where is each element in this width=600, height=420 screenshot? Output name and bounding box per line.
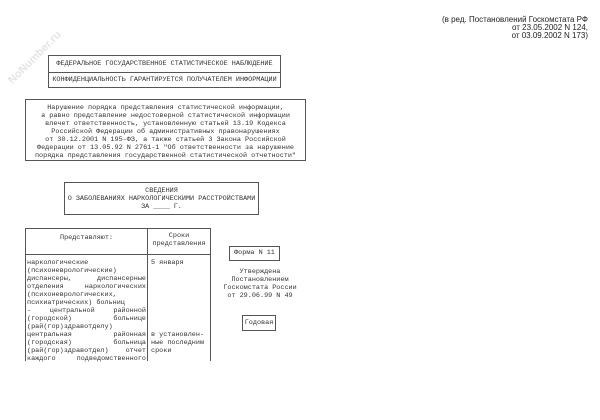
title-line-3: ЗА ____ Г.: [141, 203, 182, 211]
submission-table: [25, 228, 211, 361]
cell-line: центральная районная: [27, 331, 146, 339]
revision-note: [442, 16, 588, 40]
table-header-submitters: Представляют:: [59, 234, 114, 242]
cell-line: - центральной районной: [27, 307, 146, 315]
header-line-1: ФЕДЕРАЛЬНОЕ ГОСУДАРСТВЕННОЕ СТАТИСТИЧЕСКОЕ НАБЛЮДЕНИЕ: [49, 56, 280, 73]
approval-line: Утверждена: [239, 268, 281, 276]
period-badge: Годовая: [242, 315, 276, 331]
approval-note: [210, 268, 310, 300]
cell-line: ные последним: [151, 339, 205, 347]
notice-line: Российской Федерации об административных правонарушениях: [51, 128, 280, 136]
cell-line: каждого подведомственного: [27, 355, 146, 363]
notice-line: влечет ответственность, установленную статьей 13.19 Кодекса: [45, 120, 286, 128]
revision-line: от 23.05.2002 N 124,: [512, 23, 588, 32]
header-line: Сроки: [168, 232, 190, 240]
notice-line: от 30.12.2001 N 195-ФЗ, а также статьей 3 Закона Российской: [45, 136, 286, 144]
cell-line: (городская) больница: [27, 339, 146, 347]
form-number: Форма N 11: [229, 246, 280, 261]
cell-line: психиатрических) больниц: [27, 299, 125, 307]
notice-line: порядка представления государственной статистической отчетности": [34, 152, 297, 160]
watermark: NoNumber.ru: [6, 28, 64, 87]
revision-line: от 03.09.2002 N 173): [511, 31, 588, 40]
table-row-1-submitters: [27, 259, 146, 363]
cell-line: (городской) больнице: [27, 315, 146, 323]
cell-line: сроки: [151, 347, 172, 355]
cell-line: диспансеры, диспансерные: [27, 275, 146, 283]
title-line-2: О ЗАБОЛЕВАНИЯХ НАРКОЛОГИЧЕСКИМИ РАССТРОЙСТВАМИ: [67, 195, 256, 203]
table-row-2-deadline: [151, 331, 204, 355]
notice-line: Федерации от 13.05.92 N 2761-1 "Об ответственности за нарушение: [37, 144, 294, 152]
cell-line: (психоневрологических,: [27, 291, 117, 299]
cell-line: (рай(гор)здравотделу): [27, 323, 113, 331]
table-row-1-deadline: 5 января: [151, 259, 184, 267]
cell-line: (рай(гор)здравотдел) отчет: [27, 347, 146, 355]
form-title: [64, 182, 259, 215]
observation-header: [48, 55, 281, 88]
cell-line: отделения наркологических: [27, 283, 146, 291]
cell-line: наркологические: [27, 259, 89, 267]
revision-line: (в ред. Постановлений Госкомстата РФ: [441, 15, 588, 24]
header-line-2: КОНФИДЕНЦИАЛЬНОСТЬ ГАРАНТИРУЕТСЯ ПОЛУЧАТЕЛЕМ ИНФОРМАЦИИ: [52, 76, 277, 84]
cell-line: (психоневрологические): [27, 267, 117, 275]
header-line: представления: [152, 240, 206, 248]
approval-line: Госкомстата России: [223, 284, 297, 292]
notice-line: Нарушение порядка представления статистической информации,: [47, 104, 284, 112]
cell-line: в установлен-: [151, 331, 205, 339]
liability-notice: [25, 99, 306, 161]
approval-line: Постановлением: [231, 276, 289, 284]
approval-line: от 29.06.99 N 49: [227, 292, 293, 300]
notice-line: а равно представление недостоверной статистической информации: [41, 112, 290, 120]
table-header-deadlines: [148, 232, 210, 248]
title-line-1: СВЕДЕНИЯ: [145, 187, 178, 195]
